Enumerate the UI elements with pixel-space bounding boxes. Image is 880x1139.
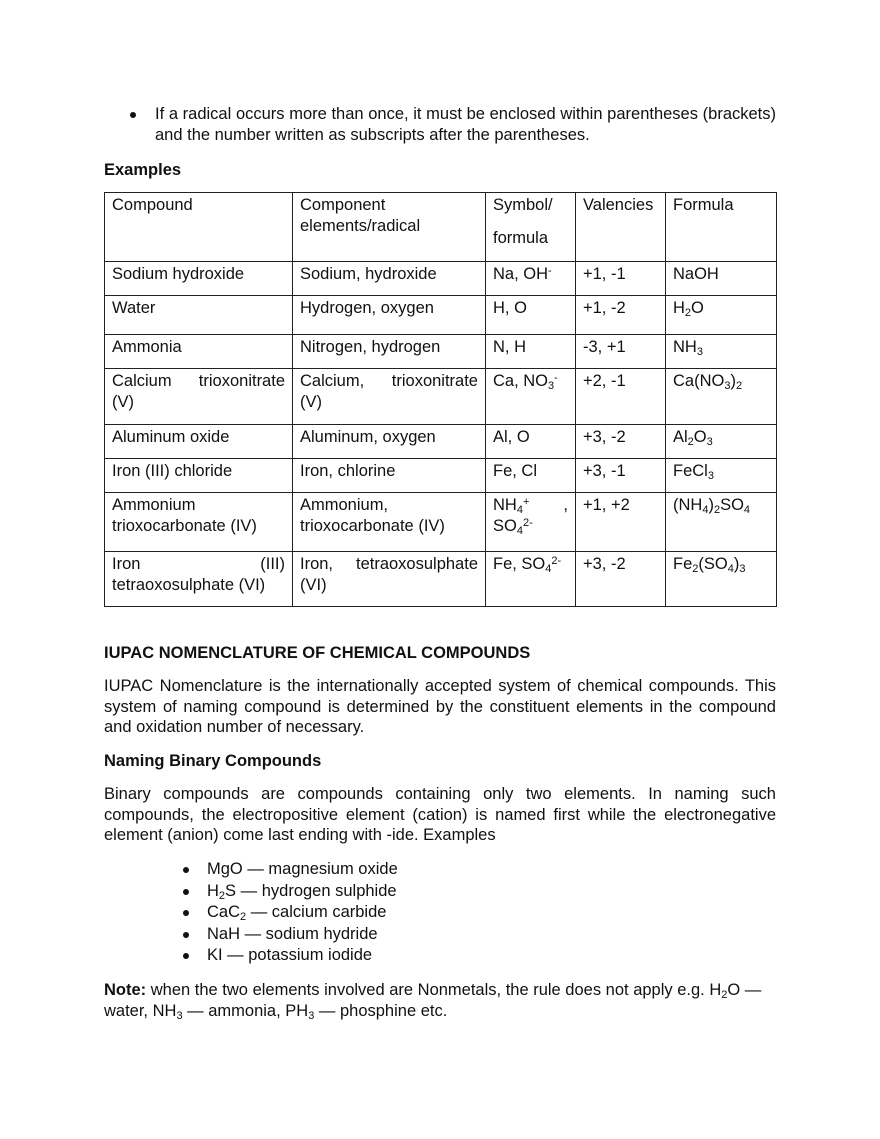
cell-compound: Ammonia <box>105 335 293 369</box>
symbol-charge: - <box>548 265 552 277</box>
header-symbol-line1: Symbol/ <box>493 196 553 214</box>
binary-paragraph: Binary compounds are compounds containing only two elements. In naming such compounds, the electropositive element (cation) is named first while the electronegative element (anion) come last ending with -ide. Examples <box>104 785 776 844</box>
formula-subscript: 4 <box>702 504 709 516</box>
cell-valencies: +2, -1 <box>576 369 666 425</box>
example-subscript: 2 <box>240 911 247 924</box>
cell-compound: Iron (III) chloride <box>105 459 293 493</box>
header-components: Component elements/radical <box>293 193 486 262</box>
example-text: KI — potassium iodide <box>207 946 373 965</box>
cell-symbol <box>486 262 576 296</box>
symbol-text: NH <box>493 496 517 514</box>
formula-part: ) <box>733 555 740 573</box>
symbol-separator: , <box>563 496 568 514</box>
cell-symbol: Al, O <box>486 425 576 459</box>
formula-subscript: 2 <box>687 436 694 448</box>
table-row <box>105 552 777 607</box>
list-item <box>180 945 398 967</box>
header-compound: Compound <box>105 193 293 262</box>
cell-formula: NaOH <box>666 262 777 296</box>
example-text: H <box>207 881 219 900</box>
table-row <box>105 459 777 493</box>
intro-bullet-text: If a radical occurs more than once, it must be enclosed within parentheses (brackets) and the number written as subscripts after the parentheses. <box>155 105 776 144</box>
symbol-text: Na, OH <box>493 265 549 283</box>
symbol-subscript: 4 <box>516 524 523 537</box>
formula-part: (NH <box>673 496 703 514</box>
symbol-charge: - <box>554 372 558 384</box>
examples-table <box>104 192 777 607</box>
list-item <box>180 902 398 924</box>
cell-formula <box>666 425 777 459</box>
cell-symbol: N, H <box>486 335 576 369</box>
symbol-charge: 2- <box>551 555 562 567</box>
formula-part: ) <box>708 496 714 514</box>
cell-symbol <box>486 493 576 552</box>
cell-symbol: H, O <box>486 296 576 335</box>
header-symbol-line2: formula <box>493 228 549 247</box>
cell-symbol <box>486 552 576 607</box>
formula-part: SO <box>720 496 744 514</box>
cell-formula <box>666 459 777 493</box>
cell-components: Aluminum, oxygen <box>293 425 486 459</box>
cell-compound: Aluminum oxide <box>105 425 293 459</box>
symbol-subscript: 3 <box>548 380 555 392</box>
note-text: when the two elements involved are Nonmetals, the rule does not apply e.g. H <box>146 981 722 999</box>
bullet-icon <box>104 104 155 145</box>
formula-subscript: 3 <box>707 470 714 482</box>
iupac-paragraph: IUPAC Nomenclature is the internationally accepted system of chemical compounds. This system of naming compound is determined by the constituent elements in the compound and oxidation number of necessary. <box>104 677 776 736</box>
formula-part: Al <box>673 428 688 446</box>
note-subscript: 3 <box>308 1009 315 1022</box>
formula-part: NH <box>673 338 697 356</box>
note-subscript: 2 <box>721 989 728 1001</box>
formula-subscript: 2 <box>735 380 743 392</box>
formula-part: Ca(NO <box>673 372 725 390</box>
formula-subscript: 2 <box>713 504 721 516</box>
header-symbol <box>486 193 576 262</box>
note-subscript: 3 <box>176 1009 183 1022</box>
examples-heading: Examples <box>104 161 182 179</box>
cell-formula <box>666 296 777 335</box>
cell-valencies: +3, -2 <box>576 425 666 459</box>
header-valencies: Valencies <box>576 193 666 262</box>
cell-components: Sodium, hydroxide <box>293 262 486 296</box>
cell-components: Hydrogen, oxygen <box>293 296 486 335</box>
cell-valencies: +1, -1 <box>576 262 666 296</box>
cell-symbol: Fe, Cl <box>486 459 576 493</box>
formula-part: FeCl <box>673 462 708 480</box>
cell-components: Iron, chlorine <box>293 459 486 493</box>
formula-part: O <box>693 428 707 446</box>
symbol-subscript: 4 <box>545 563 552 575</box>
formula-subscript: 3 <box>724 380 731 392</box>
formula-subscript: 3 <box>696 346 703 358</box>
cell-valencies: -3, +1 <box>576 335 666 369</box>
cell-compound: Ammonium trioxocarbonate (IV) <box>105 493 293 552</box>
formula-subscript: 2 <box>692 563 699 575</box>
symbol-text: Fe, SO <box>493 555 546 573</box>
formula-subscript: 3 <box>739 563 746 575</box>
cell-components: Ammonium, trioxocarbonate (IV) <box>293 493 486 552</box>
formula-part: ) <box>730 372 736 390</box>
formula-subscript: 3 <box>706 436 713 448</box>
binary-heading: Naming Binary Compounds <box>104 752 322 770</box>
symbol-line2 <box>493 516 568 537</box>
table-row <box>105 369 777 425</box>
table-row <box>105 493 777 552</box>
note-text: — ammonia, PH <box>182 1001 309 1020</box>
example-text: — calcium carbide <box>246 903 387 922</box>
formula-subscript: 4 <box>743 504 751 516</box>
example-text: S — hydrogen sulphide <box>225 881 397 900</box>
list-item <box>180 859 398 881</box>
cell-formula <box>666 552 777 607</box>
cell-formula <box>666 369 777 425</box>
header-formula: Formula <box>666 193 777 262</box>
cell-components: Nitrogen, hydrogen <box>293 335 486 369</box>
cell-compound: Water <box>105 296 293 335</box>
cell-valencies: +1, -2 <box>576 296 666 335</box>
list-item <box>180 881 398 903</box>
cell-formula <box>666 493 777 552</box>
formula-part: Fe <box>673 555 693 573</box>
table-row <box>105 425 777 459</box>
cell-symbol <box>486 369 576 425</box>
cell-valencies: +1, +2 <box>576 493 666 552</box>
binary-examples-list <box>180 859 398 967</box>
note-label: Note: <box>104 981 147 999</box>
cell-compound: Calcium trioxonitrate (V) <box>105 369 293 425</box>
table-row <box>105 335 777 369</box>
iupac-heading: IUPAC NOMENCLATURE OF CHEMICAL COMPOUNDS <box>104 644 531 662</box>
note-paragraph <box>104 980 776 1021</box>
cell-components: Iron, tetraoxosulphate (VI) <box>293 552 486 607</box>
table-row <box>105 262 777 296</box>
example-text: CaC <box>207 903 241 922</box>
symbol-text: SO <box>493 516 517 535</box>
formula-part: (SO <box>698 555 728 573</box>
symbol-charge: 2- <box>522 516 533 529</box>
symbol-text: Ca, NO <box>493 372 549 390</box>
intro-bullet <box>104 104 776 145</box>
symbol-line1 <box>493 495 568 516</box>
note-text: — phosphine etc. <box>314 1001 448 1020</box>
formula-subscript: 4 <box>727 563 734 575</box>
list-item <box>180 924 398 946</box>
example-subscript: 2 <box>218 889 226 902</box>
cell-valencies: +3, -1 <box>576 459 666 493</box>
table-header-row <box>105 193 777 262</box>
example-text: NaH — sodium hydride <box>207 924 378 943</box>
symbol-subscript: 4 <box>516 504 523 516</box>
cell-compound: Sodium hydroxide <box>105 262 293 296</box>
cell-formula <box>666 335 777 369</box>
note-text: O — water, NH <box>104 981 762 1020</box>
formula-subscript: 2 <box>684 307 692 319</box>
formula-part: O <box>691 299 704 317</box>
cell-components: Calcium, trioxonitrate (V) <box>293 369 486 425</box>
cell-valencies: +3, -2 <box>576 552 666 607</box>
table-row <box>105 296 777 335</box>
example-text: MgO — magnesium oxide <box>207 860 398 878</box>
formula-part: H <box>673 299 685 317</box>
symbol-charge: + <box>522 496 530 508</box>
cell-compound: Iron (III) tetraoxosulphate (VI) <box>105 552 293 607</box>
